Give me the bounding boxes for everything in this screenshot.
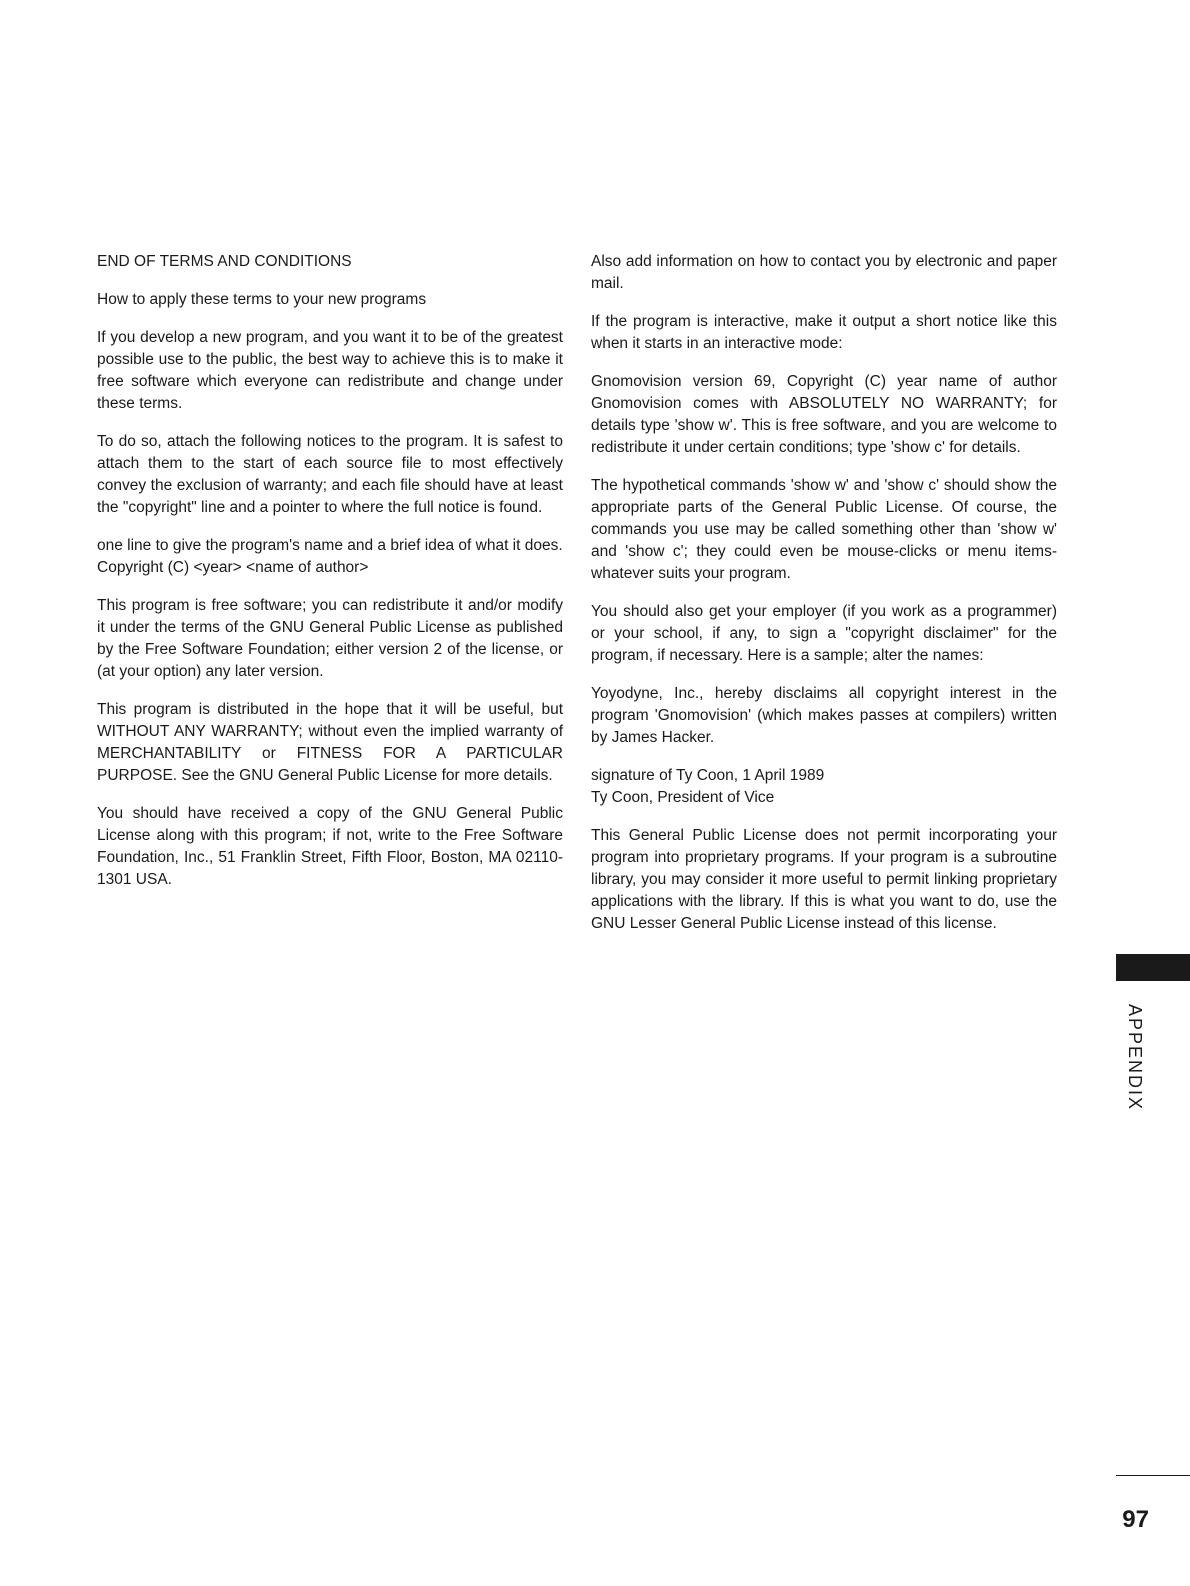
paragraph-hypothetical-commands: The hypothetical commands 'show w' and 'show c' should show the appropriate parts of the General Public License. Of course, the commands you use may be called something other than 'show w' and 'show c'; they could even be mouse-clicks or menu items-whatever suits your program. [591, 477, 1057, 582]
section-subheading: How to apply these terms to your new programs [97, 291, 427, 308]
section-tab-marker [1116, 954, 1190, 981]
paragraph-develop-program: If you develop a new program, and you want it to be of the greatest possible use to the public, the best way to achieve this is to make it free software which everyone can redistribute and change under these terms. [97, 329, 563, 412]
page-number: 97 [1122, 1506, 1149, 1533]
paragraph-program-name: one line to give the program's name and a brief idea of what it does. [97, 537, 563, 554]
paragraph-yoyodyne: Yoyodyne, Inc., hereby disclaims all copyright interest in the program 'Gnomovision' (which makes passes at compilers) written by James Hacker. [591, 685, 1057, 746]
left-column [97, 251, 563, 907]
signatory-title: Ty Coon, President of Vice [591, 789, 775, 806]
signature-block [591, 765, 1057, 809]
paragraph-attach-notices: To do so, attach the following notices to the program. It is safest to attach them to the start of each source file to most effectively convey the exclusion of warranty; and each file should have at least the "copyright" line and a pointer to where the full notice is found. [97, 433, 563, 516]
paragraph-contact-info: Also add information on how to contact you by electronic and paper mail. [591, 253, 1057, 292]
paragraph-lesser-gpl: This General Public License does not permit incorporating your program into proprietary programs. If your program is a subroutine library, you may consider it more useful to permit linking proprietary applications with the library. If this is what you want to do, use the GNU Lesser General Public License instead of this license. [591, 827, 1057, 932]
right-column [591, 251, 1057, 951]
paragraph-free-software: This program is free software; you can redistribute it and/or modify it under the terms of the GNU General Public License as published by the Free Software Foundation; either version 2 of the license, or (at your option) any later version. [97, 597, 563, 680]
paragraph-no-warranty: This program is distributed in the hope that it will be useful, but WITHOUT ANY WARRANTY; without even the implied warranty of MERCHANTABILITY or FITNESS FOR A PARTICULAR PURPOSE. See the GNU General Public License for more details. [97, 701, 563, 784]
paragraph-copyright-disclaimer: You should also get your employer (if you work as a programmer) or your school, if any, to sign a "copyright disclaimer" for the program, if necessary. Here is a sample; alter the names: [591, 603, 1057, 664]
signature-line: signature of Ty Coon, 1 April 1989 [591, 767, 825, 784]
section-heading: END OF TERMS AND CONDITIONS [97, 253, 352, 270]
section-tab-label: APPENDIX [1125, 1004, 1145, 1112]
paragraph-received-copy: You should have received a copy of the GNU General Public License along with this program; if not, write to the Free Software Foundation, Inc., 51 Franklin Street, Fifth Floor, Boston, MA 02110-1301 USA. [97, 805, 563, 888]
copyright-line: Copyright (C) <year> <name of author> [97, 559, 369, 576]
paragraph-interactive-notice: If the program is interactive, make it output a short notice like this when it starts in an interactive mode: [591, 313, 1057, 352]
footer-rule [1116, 1475, 1190, 1476]
paragraph-gnomovision-notice: Gnomovision version 69, Copyright (C) year name of author Gnomovision comes with ABSOLUTELY NO WARRANTY; for details type 'show w'. This is free software, and you are welcome to redistribute it under certain conditions; type 'show c' for details. [591, 373, 1057, 456]
